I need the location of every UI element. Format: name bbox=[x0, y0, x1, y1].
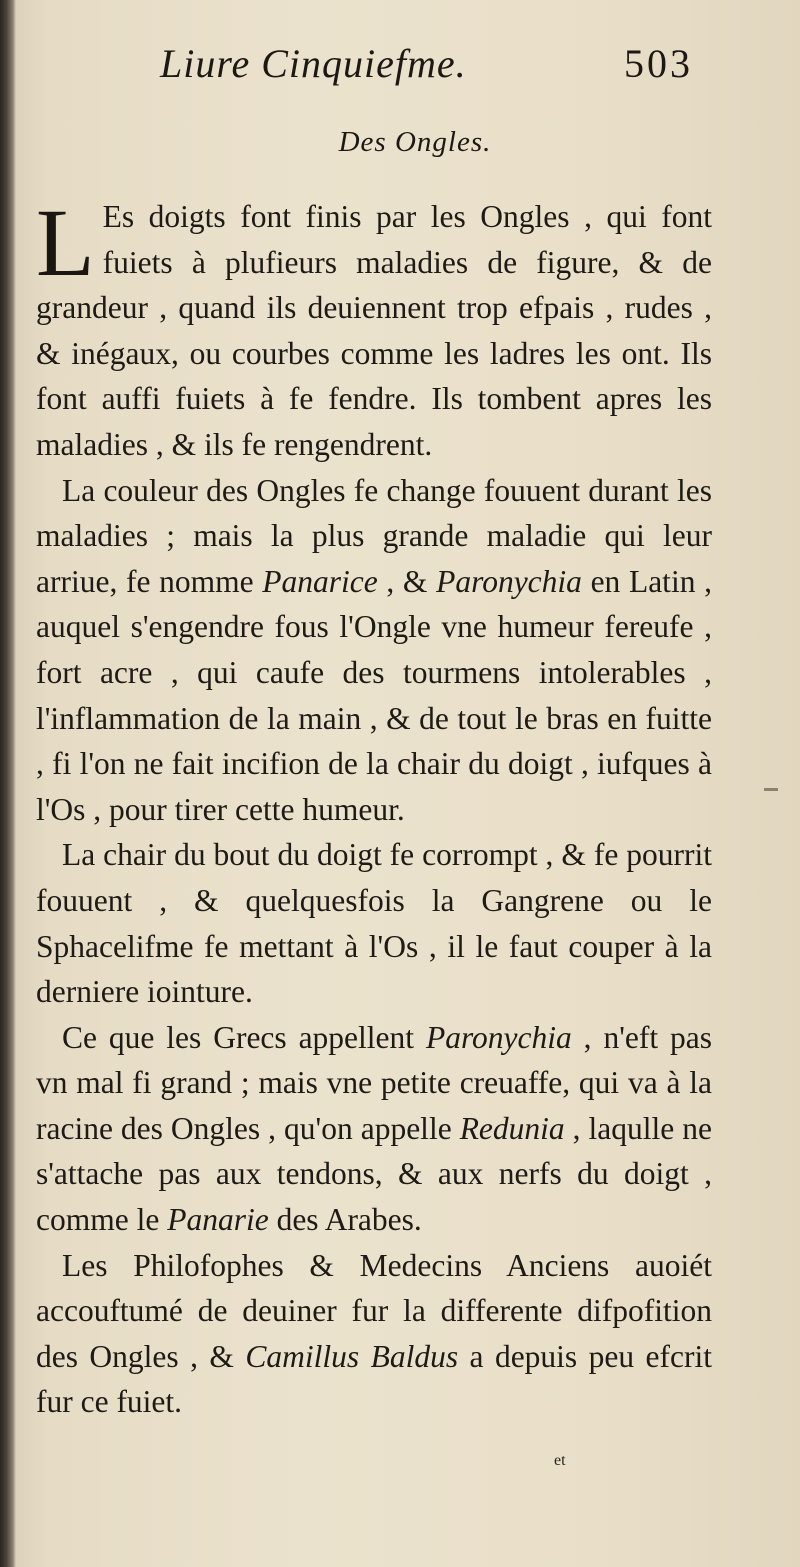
term-paronychia-greek: Paronychia bbox=[425, 1019, 572, 1055]
paragraph-2-part-e: en Latin , auquel s'engendre fous l'Ongle vne humeur fereufe , fort acre , qui caufe des tourmens intolerables , l'inflammation de la main , & de tout le bras en fuitte , fi l'on ne fait incifion de la chair du doigt , iufques à l'Os , pour tirer cette humeur. bbox=[36, 563, 712, 827]
term-redunia: Redunia bbox=[459, 1110, 565, 1146]
paragraph-4-part-e: , laqulle ne s'attache pas aux tendons, & aux nerfs du doigt , comme le bbox=[36, 1110, 713, 1238]
paragraph-2-part-a: La couleur des Ongles fe change fouuent durant les maladies ; mais la plus grande maladie qui leur arriue, fe nomme bbox=[36, 472, 712, 599]
section-title: Des Ongles. bbox=[338, 126, 492, 158]
paragraph-4 bbox=[36, 1015, 712, 1243]
paragraph-3-text: La chair du bout du doigt fe corrompt , & fe pourrit fouuent , & quelquesfois la Gangrene ou le Sphacelifme fe mettant à l'Os , il le faut couper à la derniere iointure. bbox=[36, 837, 712, 1010]
page-mark bbox=[764, 788, 778, 791]
paragraph-4-part-c: , n'eft pas vn mal fi grand ; mais vne petite creuaffe, qui va à la racine des Ongles , qu'on appelle bbox=[36, 1019, 713, 1146]
paragraph-4-part-g: des Arabes. bbox=[268, 1202, 422, 1238]
paragraph-5-part-a: Les Philofophes & Medecins Anciens auoiét accouftumé de deuiner fur la differente difpofition des Ongles , & bbox=[36, 1247, 712, 1374]
paragraph-2-part-c: , & bbox=[377, 563, 437, 599]
page-header bbox=[0, 38, 800, 98]
page-number: 503 bbox=[624, 41, 693, 86]
running-head: Liure Cinquiefme. bbox=[160, 41, 467, 86]
paragraph-1-text: Es doigts font finis par les Ongles , qui font fuiets à plufieurs maladies de figure, & de grandeur , quand ils deuiennent trop efpais , rudes , & inégaux, ou courbes comme les ladres les ont. Ils font auffi fuiets à fe fendre. Ils tombent apres les maladies , & ils fe rengendrent. bbox=[36, 199, 712, 462]
paragraph-1 bbox=[36, 189, 712, 468]
paragraph-3 bbox=[36, 832, 712, 1014]
term-panarie: Panarie bbox=[167, 1202, 269, 1238]
page-spine-shadow bbox=[0, 0, 16, 1567]
paragraph-2 bbox=[36, 468, 712, 833]
paragraph-5-part-c: a depuis peu efcrit fur ce fuiet. bbox=[36, 1338, 712, 1420]
paragraph-5 bbox=[36, 1243, 712, 1425]
term-panarice: Panarice bbox=[262, 563, 378, 599]
drop-cap: L bbox=[36, 189, 95, 296]
catchword: et bbox=[554, 1452, 566, 1469]
term-paronychia: Paronychia bbox=[436, 563, 582, 599]
author-camillus-baldus: Camillus Baldus bbox=[245, 1338, 459, 1374]
body-text bbox=[36, 189, 713, 1425]
paragraph-4-part-a: Ce que les Grecs appellent bbox=[62, 1019, 426, 1055]
